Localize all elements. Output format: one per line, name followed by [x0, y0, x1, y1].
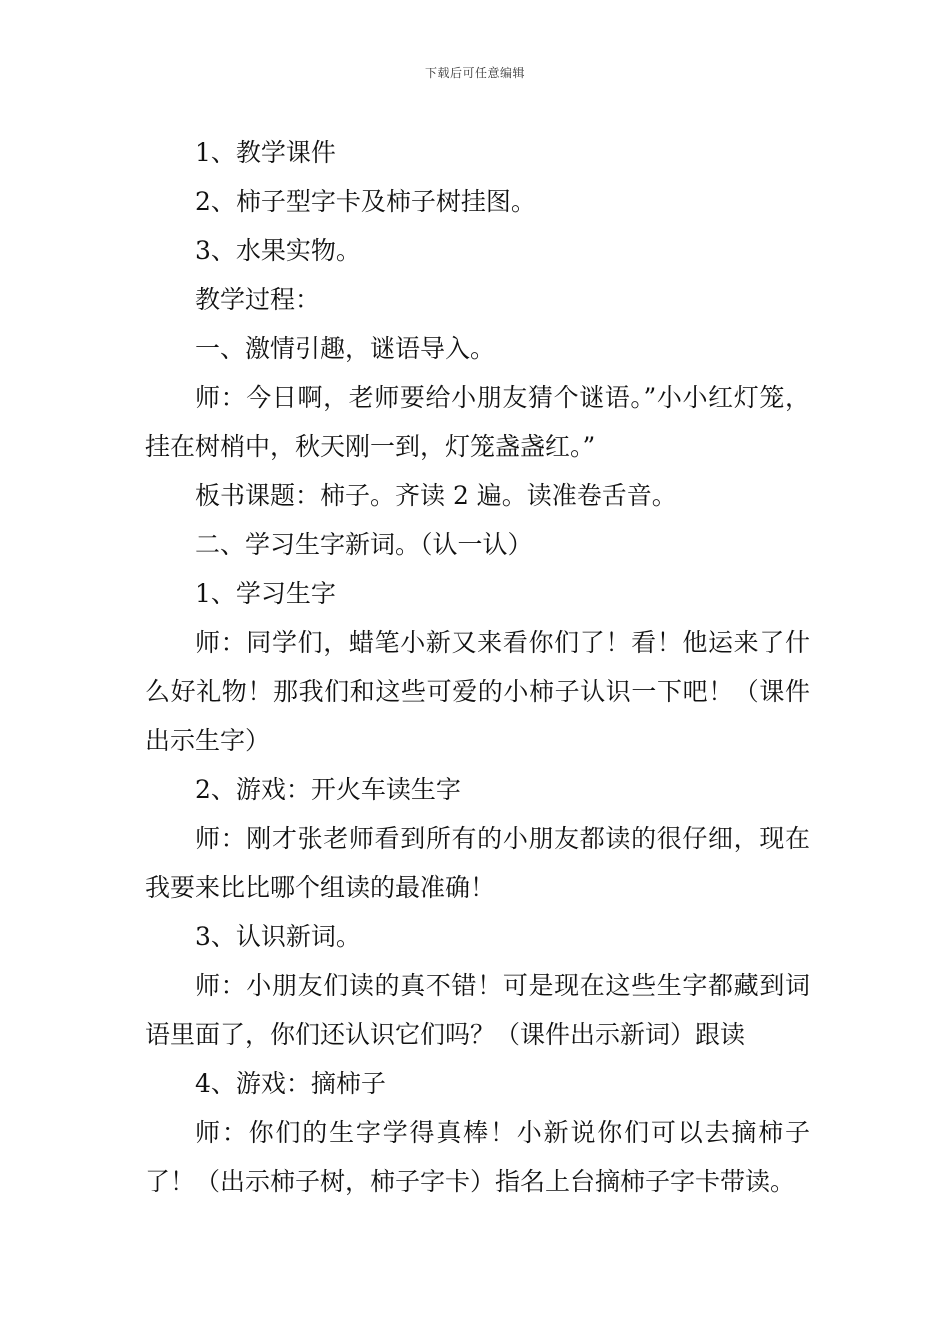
- paragraph-board-title: 板书课题：柿子。齐读 2 遍。读准卷舌音。: [195, 481, 677, 510]
- step-heading-2: 二、学习生字新词。（认一认）: [195, 530, 533, 559]
- paragraph-pick-game: 师：你们的生字学得真棒！小新说你们可以去摘柿子了！（出示柿子树，柿子字卡）指名上台摘柿子字卡带读。: [145, 1118, 810, 1196]
- sub-heading-train-game: 2、游戏：开火车读生字: [195, 775, 461, 804]
- paragraph-materials-3: 3、水果实物。: [195, 236, 361, 265]
- paragraph-crayon-shinchan: 师：同学们，蜡笔小新又来看你们了！看！他运来了什么好礼物！那我们和这些可爱的小柿子认识一下吧！（课件出示生字）: [145, 628, 810, 755]
- paragraph-materials-2: 2、柿子型字卡及柿子树挂图。: [195, 187, 536, 216]
- sub-heading-learn-characters: 1、学习生字: [195, 579, 336, 608]
- sub-heading-new-words: 3、认识新词。: [195, 922, 361, 951]
- paragraph-compare-groups: 师：刚才张老师看到所有的小朋友都读的很仔细，现在我要来比比哪个组读的最准确！: [145, 824, 810, 902]
- paragraph-materials-1: 1、教学课件: [195, 138, 336, 167]
- paragraph-riddle: 师：今日啊，老师要给小朋友猜个谜语。”小小红灯笼，挂在树梢中，秋天刚一到，灯笼盏盏红。”: [145, 383, 810, 461]
- sub-heading-pick-persimmons: 4、游戏：摘柿子: [195, 1069, 386, 1098]
- section-heading-process: 教学过程：: [195, 285, 321, 314]
- document-body: [145, 128, 810, 1206]
- page-header: 下载后可任意编辑: [424, 66, 525, 80]
- paragraph-words-hidden: 师：小朋友们读的真不错！可是现在这些生字都藏到词语里面了，你们还认识它们吗？（课件出示新词）跟读: [145, 971, 810, 1049]
- step-heading-1: 一、激情引趣，谜语导入。: [195, 334, 496, 363]
